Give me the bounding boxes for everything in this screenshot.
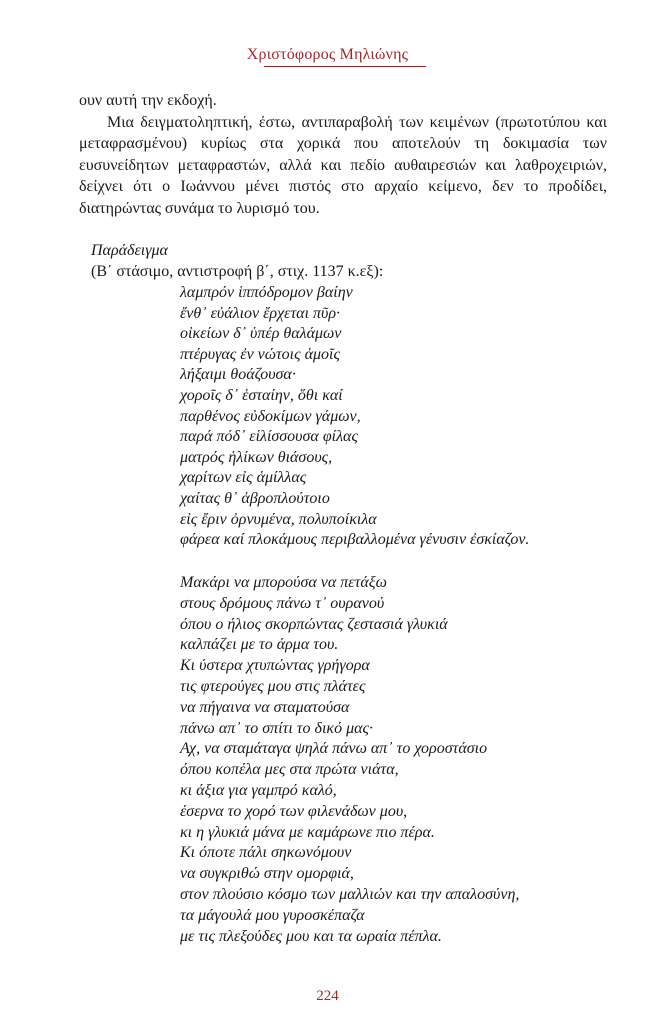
page-number: 224 [316,988,339,1004]
poem-line: Κι ύστερα χτυπώντας γρήγορα [180,657,370,675]
poem-line: στον πλούσιο κόσμο των μαλλιών και την απαλοσύνη, [180,885,520,903]
poem-line: παρθένος εὐδοκίμων γάμων, [180,407,361,425]
continuation-line: ουν αυτή την εκδοχή. [79,92,217,109]
poem-line: κι η γλυκιά μάνα με καμάρωνε πιο πέρα. [180,823,435,841]
running-head-rule [264,66,426,67]
poem-line: πτέρυγας ἐν νώτοις ἁμοῖς [180,345,340,363]
poem-line: παρά πόδ᾽ εἱλίσσουσα φίλας [180,428,358,446]
running-head: Χριστόφορος Μηλιώνης [246,46,409,63]
poem-line: λήξαιμι θοάζουσα· [180,366,296,384]
poem-line: τις φτερούγες μου στις πλάτες [180,677,366,695]
poem-line: να συγκριθώ στην ομορφιά, [180,865,354,883]
poem-line: καλπάζει με το άρμα του. [180,636,339,654]
poem-line: χαρίτων εἰς ἁμίλλας [180,469,307,487]
poem-line: λαμπρόν ἱππόδρομον βαίην [180,284,353,301]
body-paragraph: Μια δειγματοληπτική, έστω, αντιπαραβολή των κειμένων (πρωτοτύπου και μεταφρασμένου) κυρίως στα χορικά που αποτελούν τη δοκιμασία των ευσυνείδητων μεταφραστών, αλλά και πεδίο αυθαιρεσιών και λαθροχειριών, δείχνει ότι ο Ιωάννου μένει πιστός στο αρχαίο κείμενο, δεν το προδίδει, διατηρώντας συνάμα το λυρισμό του. [79,113,607,217]
poem-line: όπου ο ήλιος σκορπώντας ζεστασιά γλυκιά [180,615,448,633]
translation-poem [180,573,519,947]
poem-line: φάρεα καί πλοκάμους περιβαλλομένα γένυσιν ἐσκίαζον. [180,531,530,549]
poem-line: τα μάγουλά μου γυροσκέπαζα [180,906,365,924]
poem-line: Αχ, να σταμάταγα ψηλά πάνω απ᾽ το χοροστάσιο [180,740,488,758]
poem-line: στους δρόμους πάνω τ᾽ ουρανού [180,594,385,612]
poem-line: χαίτας θ᾽ ἁβροπλούτοιο [180,489,330,507]
poem-line: πάνω απ᾽ το σπίτι το δικό μας· [180,719,374,737]
poem-line: να πήγαινα να σταματούσα [180,698,350,716]
poem-line: με τις πλεξούδες μου και τα ωραία πέπλα. [180,927,442,945]
poem-line: εἰς ἔριν ὀρνυμένα, πολυποίκιλα [180,510,377,528]
example-block [91,241,383,283]
poem-line: οἰκείων δ᾽ ὑπέρ θαλάμων [180,325,342,343]
poem-line: όπου κοπέλα μες στα πρώτα νιάτα, [180,761,399,779]
poem-line: ἔνθ᾽ εὐάλιον ἔρχεται πῦρ· [180,304,341,322]
example-reference: (Β΄ στάσιμο, αντιστροφή β΄, στιχ. 1137 κ.εξ): [91,262,384,280]
poem-line: Κι όποτε πάλι σηκωνόμουν [180,844,352,862]
poem-line: έσερνα το χορό των φιλενάδων μου, [180,802,408,820]
poem-line: Μακάρι να μπορούσα να πετάξω [180,574,387,591]
example-title: Παράδειγμα [91,242,168,259]
original-poem [180,283,529,551]
body-text [79,90,607,220]
poem-line: κι άξια για γαμπρό καλό, [180,781,337,799]
poem-line: ματρός ἡλίκων θιάσους, [180,448,333,466]
poem-line: χοροῖς δ᾽ ἑσταίην, ὅθι καί [180,386,343,404]
